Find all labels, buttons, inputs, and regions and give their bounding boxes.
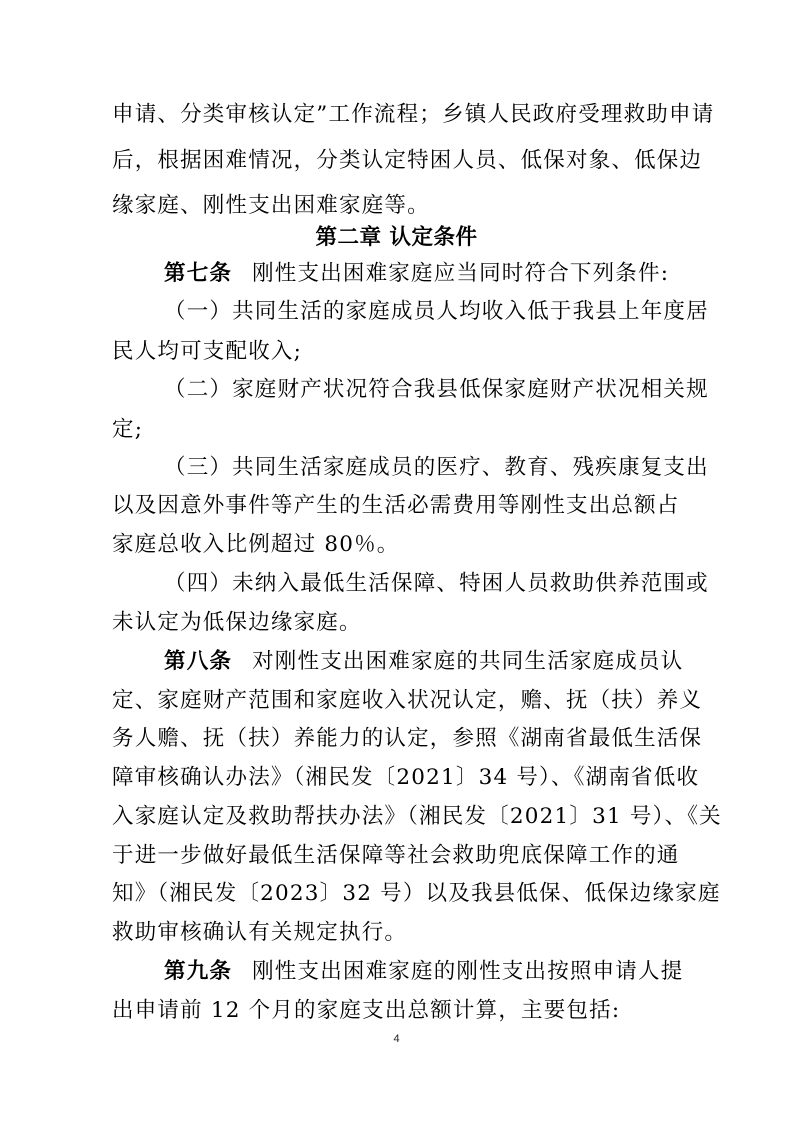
- article-8-cont: 救助审核确认有关规定执行。: [112, 920, 408, 945]
- article-7-item-3-cont: 家庭总收入比例超过 80％。: [112, 532, 400, 557]
- article-7-item-4: （四）未纳入最低生活保障、特困人员救助供养范围或: [164, 571, 709, 596]
- article-7-item-2-cont: 定;: [112, 417, 144, 442]
- article-7-item-4-cont: 未认定为低保边缘家庭。: [112, 610, 362, 635]
- article-9-text: 刚性支出困难家庭的刚性支出按照申请人提: [252, 959, 684, 984]
- article-8-text: 对刚性支出困难家庭的共同生活家庭成员认: [252, 649, 684, 674]
- article-8-line: [164, 648, 744, 676]
- article-7-item-1: （一）共同生活的家庭成员人均收入低于我县上年度居: [164, 299, 709, 324]
- paragraph-line: 申请、分类审核认定”工作流程；乡镇人民政府受理救助申请: [112, 102, 715, 127]
- article-7-text: 刚性支出困难家庭应当同时符合下列条件:: [252, 261, 670, 286]
- article-9-label: 第九条: [164, 959, 233, 984]
- article-8-cont: 知》（湘民发〔2023〕32 号）以及我县低保、低保边缘家庭: [112, 881, 721, 906]
- article-7-item-1-cont: 民人均可支配收入;: [112, 339, 303, 364]
- article-9-line: [164, 958, 744, 986]
- article-8-cont: 入家庭认定及救助帮扶办法》（湘民发〔2021〕31 号）、《关: [112, 804, 722, 829]
- article-7-item-3: （三）共同生活家庭成员的医疗、教育、残疾康复支出: [164, 455, 709, 480]
- article-7-item-3-cont: 以及因意外事件等产生的生活必需费用等刚性支出总额占: [112, 493, 680, 518]
- article-7-line: [164, 260, 744, 288]
- article-8-cont: 于进一步做好最低生活保障等社会救助兜底保障工作的通: [112, 843, 680, 868]
- article-8-cont: 务人赡、抚（扶）养能力的认定，参照《湖南省最低生活保: [112, 726, 703, 751]
- article-8-cont: 定、家庭财产范围和家庭收入状况认定，赡、抚（扶）养义: [112, 688, 703, 713]
- page-number: 4: [393, 1033, 400, 1045]
- article-8-label: 第八条: [164, 649, 233, 674]
- chapter-title: 第二章 认定条件: [315, 225, 478, 250]
- article-9-cont: 出申请前 12 个月的家庭支出总额计算，主要包括:: [112, 998, 621, 1023]
- article-8-cont: 障审核确认办法》（湘民发〔2021〕34 号）、《湖南省低收: [112, 765, 700, 790]
- article-7-label: 第七条: [164, 261, 233, 286]
- paragraph-line: 缘家庭、刚性支出困难家庭等。: [112, 193, 430, 218]
- article-7-item-2: （二）家庭财产状况符合我县低保家庭财产状况相关规: [164, 377, 709, 402]
- paragraph-line: 后，根据困难情况，分类认定特困人员、低保对象、低保边: [112, 148, 703, 173]
